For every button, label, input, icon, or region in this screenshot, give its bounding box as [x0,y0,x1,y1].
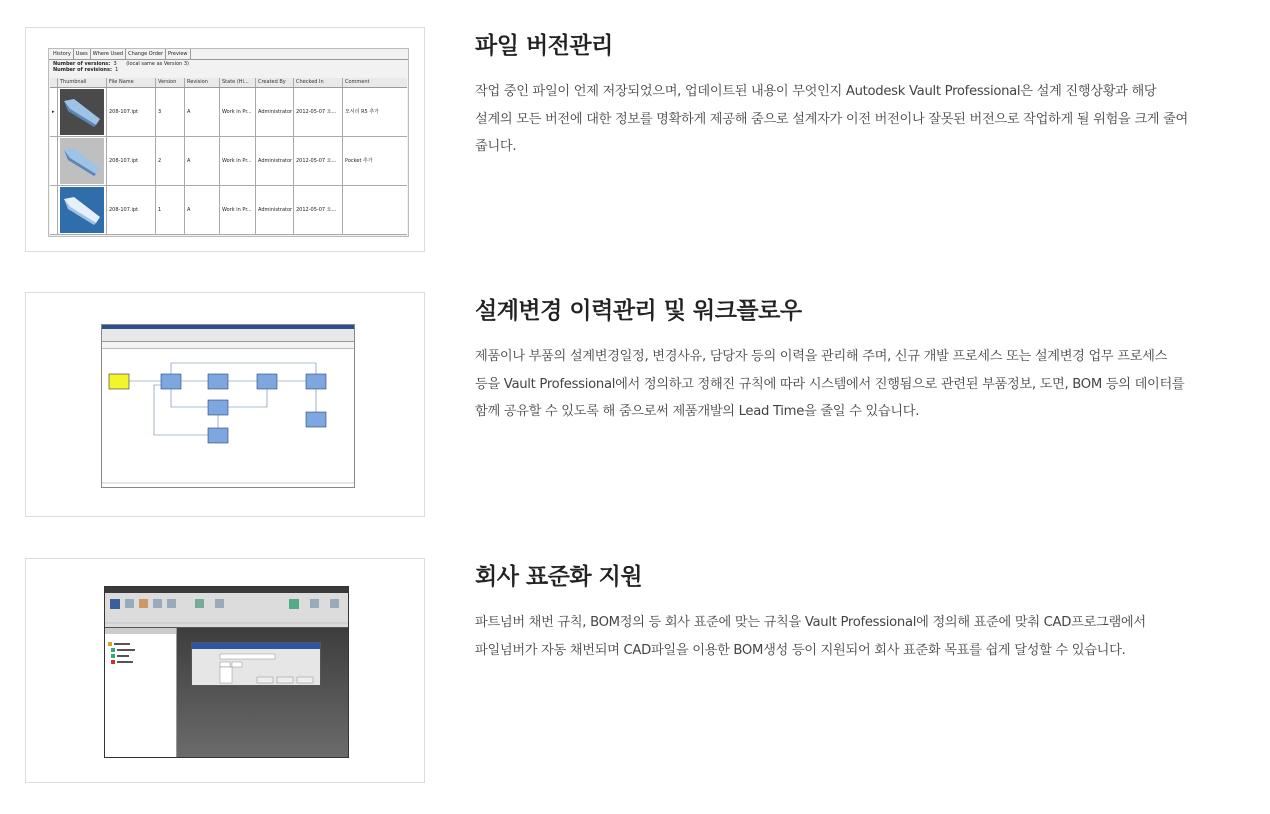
col-version: Version [156,78,185,87]
row-selector-icon: ▸ [50,88,58,136]
row-checked-in: 2012-05-07 오... [294,186,343,234]
row-file-name: 208-107.ipt [107,137,156,185]
standardization-screenshot [25,558,425,783]
part-thumbnail [58,186,107,234]
description-line: 등을 Vault Professional에서 정의하고 정해진 규칙에 따라 시스템에서 진행됨으로 관련된 부품정보, 도면, BOM 등의 데이터를 [475,376,1185,392]
col-file-name: File Name [107,78,156,87]
row-state: Work in Pr... [220,137,256,185]
feature-text [475,27,1235,161]
workflow-node [306,374,326,389]
row-revision: A [185,137,220,185]
workflow-screenshot [25,292,425,517]
part-image [60,89,104,135]
col-comment: Comment [345,79,370,85]
feature-title: 파일 버전관리 [475,33,613,59]
row-created-by: Administrator [256,88,294,136]
feature-standardization [0,558,1270,785]
row-version: 1 [156,186,185,234]
tab-uses: Uses [74,49,91,59]
row-file-name: 208-107.ipt [107,186,156,234]
revisions-value: 1 [115,67,119,73]
row-checked-in: 2012-05-07 오... [294,88,343,136]
description-line: 파트넘버 채번 규칙, BOM정의 등 회사 표준에 맞는 규칙을 Vault Professional에 정의해 표준에 맞춰 CAD프로그램에서 [475,615,1146,630]
workflow-diagram [102,349,354,487]
row-version: 3 [156,88,185,136]
table-row [50,137,407,186]
tab-change-order: Change Order [126,49,166,59]
workflow-node [208,374,228,389]
feature-version-management [0,27,1270,254]
generate-file-number-dialog [191,642,321,686]
tab-history: History [51,49,74,59]
row-file-name: 208-107.ipt [107,88,156,136]
workflow-window [101,324,355,488]
workflow-node [208,400,228,415]
tab-where-used: Where Used [91,49,126,59]
header-spacer [50,78,58,87]
description-line: 줍니다. [475,139,517,154]
tab-preview: Preview [166,49,190,59]
row-comment: Pocket 추가 [345,158,373,164]
revisions-label: Number of revisions: [53,67,112,73]
col-revision: Revision [185,78,220,87]
workflow-node [257,374,277,389]
feature-text [475,292,1235,426]
row-version: 2 [156,137,185,185]
table-row [50,186,407,235]
feature-description [475,78,1235,161]
workflow-start-node [109,374,129,389]
cad-window [104,586,349,758]
description-line: 제품이나 부품의 설계변경일정, 변경사유, 담당자 등의 이력을 관리해 주며, 신규 개발 프로세스 또는 설계변경 업무 프로세스 [475,349,1168,364]
cad-viewport [177,628,348,757]
versions-label: Number of versions: [53,61,111,67]
feature-text [475,558,1235,664]
history-tabs [49,49,408,60]
feature-change-workflow [0,292,1270,519]
workflow-node [161,374,181,389]
row-state: Work in Pr... [220,88,256,136]
dialog-body [192,649,320,685]
workflow-node [306,412,326,427]
part-image [60,138,104,184]
history-grid-header [50,78,407,88]
row-state: Work in Pr... [220,186,256,234]
row-selector [50,186,58,234]
version-history-screenshot [25,27,425,252]
col-created-by: Created By [256,78,294,87]
window-menubar [102,329,354,342]
row-revision: A [185,186,220,234]
col-state: State (Hi... [220,78,256,87]
row-selector [50,137,58,185]
row-comment [343,186,400,234]
table-row [50,88,407,137]
model-browser [105,628,177,757]
description-line: 함께 공유할 수 있도록 해 줌으로써 제품개발의 Lead Time을 줄일 수 있습니다. [475,404,920,419]
row-checked-in: 2012-05-07 오... [294,137,343,185]
description-line: 작업 중인 파일이 언제 저장되었으며, 업데이트된 내용이 무엇인지 Autodesk Vault Professional은 설계 진행상황과 해당 [475,84,1157,99]
ribbon-icons [105,593,348,627]
window-tabs [102,342,354,349]
row-created-by: Administrator [256,137,294,185]
workflow-node [208,428,228,443]
row-revision: A [185,88,220,136]
history-grid [50,78,407,234]
description-line: 설계의 모든 버전에 대한 정보를 명확하게 제공해 줌으로 설계자가 이전 버전이나 잘못된 버전으로 작업하게 될 위험을 크게 줄여 [475,111,1188,127]
row-created-by: Administrator [256,186,294,234]
version-summary [49,60,408,78]
browser-tree [105,634,175,674]
feature-title: 설계변경 이력관리 및 워크플로우 [475,298,802,324]
feature-description [475,609,1235,664]
cad-ribbon [105,587,348,627]
part-thumbnail [58,88,107,136]
col-thumbnail: Thumbnail [58,78,107,87]
versions-note: (local same as Version 3) [126,61,189,67]
row-comment: 모서리 R5 추가 [345,109,379,115]
description-line: 파일넘버가 자동 채번되며 CAD파일을 이용한 BOM생성 등이 지원되어 회사 표준화 목표를 쉽게 달성할 수 있습니다. [475,642,1126,658]
part-image [60,187,104,233]
part-thumbnail [58,137,107,185]
vault-history-window [48,48,409,237]
versions-value: 3 [113,61,117,67]
feature-title: 회사 표준화 지원 [475,564,643,590]
feature-description [475,343,1235,426]
col-checked-in: Checked In [294,78,343,87]
